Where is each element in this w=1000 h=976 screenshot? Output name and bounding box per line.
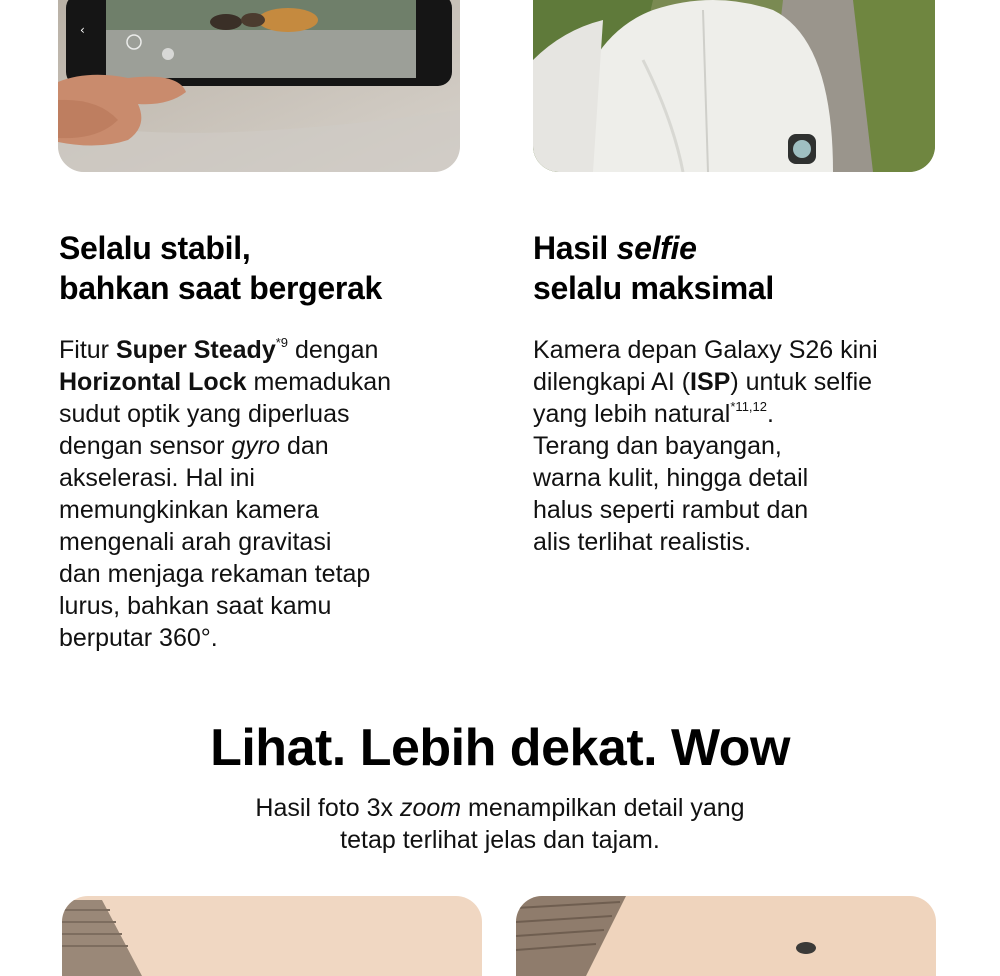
text: dilengkapi AI ( [533,368,691,396]
svg-text:‹: ‹ [80,23,85,37]
text: dengan [288,336,379,364]
text: memadukan [246,368,392,396]
heading-line: bahkan saat bergerak [59,270,383,306]
selfie-term: selfie [616,230,697,266]
text: Hasil [533,230,617,266]
super-steady-term: Super Steady [115,336,276,364]
selfie-image [533,0,935,172]
body-line: dan menjaga rekaman tetap [59,560,371,588]
isp-term: ISP [690,368,731,396]
body-line: mengenali arah gravitasi [59,528,332,556]
body-line [533,366,878,398]
heading-line: Selalu stabil, [59,230,251,266]
body-line [59,334,391,366]
section-title: Lihat. Lebih dekat. Wow [210,719,790,777]
body-line: alis terlihat realistis. [533,528,752,556]
feature-body-stabilization [59,334,391,654]
footnote-ref[interactable]: *9 [275,335,289,350]
footnote-ref[interactable]: *11,12 [730,399,768,414]
feature-heading-selfie [533,228,774,308]
body-line [59,430,391,462]
heading-line: selalu maksimal [533,270,774,306]
gyro-term: gyro [231,432,280,460]
body-line [533,398,878,430]
text: dengan sensor [59,432,232,460]
body-line: halus seperti rambut dan [533,496,809,524]
video-stabilization-image [58,0,460,172]
text: . [767,400,774,428]
feature-body-selfie [533,334,878,558]
subtitle-line: tetap terlihat jelas dan tajam. [340,826,660,854]
zoom-term: zoom [399,794,462,822]
section-subtitle [0,792,1000,856]
zoom-sample-image-left [62,896,482,976]
body-line: berputar 360°. [59,624,218,652]
feature-heading-stabilization [59,228,382,308]
body-line: memungkinkan kamera [59,496,319,524]
horizontal-lock-term: Horizontal Lock [59,368,247,396]
text: dan [280,432,329,460]
heading-line [533,228,774,268]
text: Hasil foto 3x [255,794,400,822]
text: Fitur [59,336,116,364]
text: yang lebih natural [533,400,731,428]
zoom-sample-image-right [516,896,936,976]
text: ) untuk selfie [730,368,873,396]
body-line: akselerasi. Hal ini [59,464,255,492]
body-line: sudut optik yang diperluas [59,400,350,428]
body-line: warna kulit, hingga detail [533,464,809,492]
body-line: Kamera depan Galaxy S26 kini [533,336,878,364]
text: menampilkan detail yang [461,794,745,822]
body-line: lurus, bahkan saat kamu [59,592,332,620]
body-line [59,366,391,398]
subtitle-line [0,792,1000,824]
body-line: Terang dan bayangan, [533,432,782,460]
